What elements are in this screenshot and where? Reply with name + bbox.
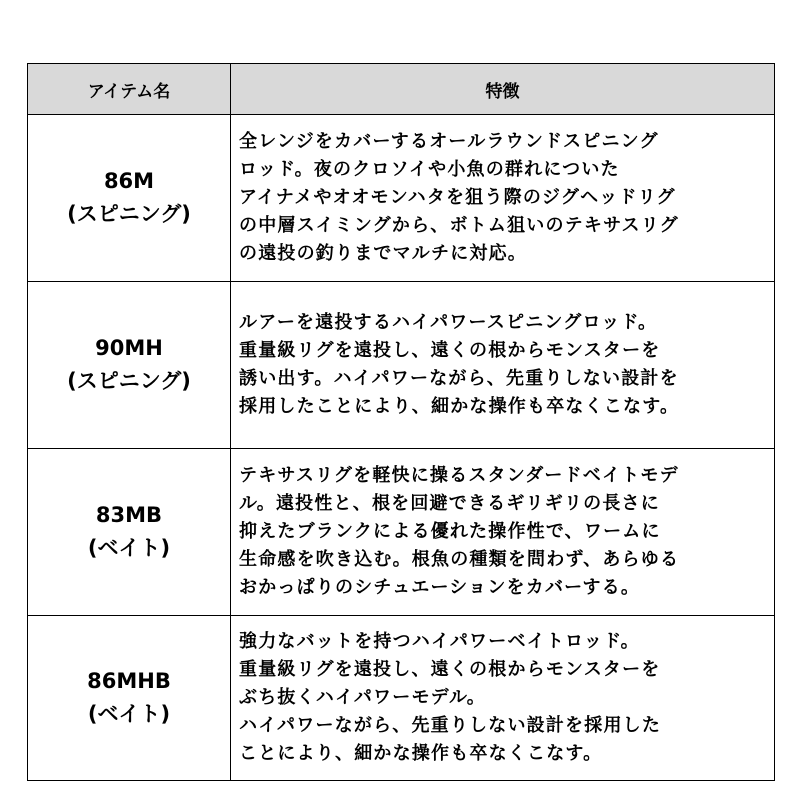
model-name: 83MB — [95, 503, 163, 527]
item-name-cell — [28, 449, 231, 616]
item-name-cell — [28, 115, 231, 282]
item-name-cell — [28, 616, 231, 781]
feature-line: ハイパワーながら、先重りしない設計を採用した — [239, 715, 662, 736]
feature-line: 採用したことにより、細かな操作も卒なくこなす。 — [239, 396, 680, 417]
feature-line: 誘い出す。ハイパワーながら、先重りしない設計を — [239, 368, 679, 389]
feature-line: ぶち抜くハイパワーモデル。 — [239, 687, 486, 708]
feature-line: ルアーを遠投するハイパワースピニングロッド。 — [239, 312, 658, 333]
feature-line: おかっぱりのシチュエーションをカバーする。 — [239, 577, 641, 598]
feature-line: 抑えたブランクによる優れた操作性で、ワームに — [239, 521, 661, 542]
feature-line: 重量級リグを遠投し、遠くの根からモンスターを — [239, 659, 661, 680]
rod-spec-table — [27, 63, 775, 781]
reel-type: (スピニング) — [67, 202, 191, 226]
table-row — [28, 115, 775, 282]
feature-line: 全レンジをカバーするオールラウンドスピニング — [239, 131, 659, 152]
model-name: 86MHB — [87, 669, 171, 693]
reel-type: (スピニング) — [67, 369, 191, 393]
feature-line: の遠投の釣りまでマルチに対応。 — [239, 243, 527, 264]
features-cell — [231, 282, 775, 449]
feature-line: 重量級リグを遠投し、遠くの根からモンスターを — [239, 340, 661, 361]
feature-line: 強力なバットを持つハイパワーベイトロッド。 — [239, 631, 640, 652]
model-name: 90MH — [95, 336, 163, 360]
features-cell — [231, 616, 775, 781]
item-name-cell — [28, 282, 231, 449]
table-row — [28, 449, 775, 616]
table-row — [28, 282, 775, 449]
table-row — [28, 616, 775, 781]
header-row — [28, 64, 775, 115]
feature-line: テキサスリグを軽快に操るスタンダードベイトモデ — [239, 465, 679, 486]
features-cell — [231, 449, 775, 616]
model-name: 86M — [103, 169, 155, 193]
reel-type: (ベイト) — [87, 536, 171, 560]
header-item-name: アイテム名 — [28, 64, 231, 115]
feature-line: 生命感を吹き込む。根魚の種類を問わず、あらゆる — [239, 549, 680, 570]
feature-line: ことにより、細かな操作も卒なくこなす。 — [239, 743, 603, 764]
header-features: 特徴 — [231, 64, 775, 115]
reel-type: (ベイト) — [87, 702, 171, 726]
feature-line: ロッド。夜のクロソイや小魚の群れについた — [239, 159, 620, 180]
features-cell — [231, 115, 775, 282]
feature-line: アイナメやオオモンハタを狙う際のジグヘッドリグ — [239, 187, 676, 208]
feature-line: ル。遠投性と、根を回避できるギリギリの長さに — [239, 493, 660, 514]
feature-line: の中層スイミングから、ボトム狙いのテキサスリグ — [239, 215, 679, 236]
